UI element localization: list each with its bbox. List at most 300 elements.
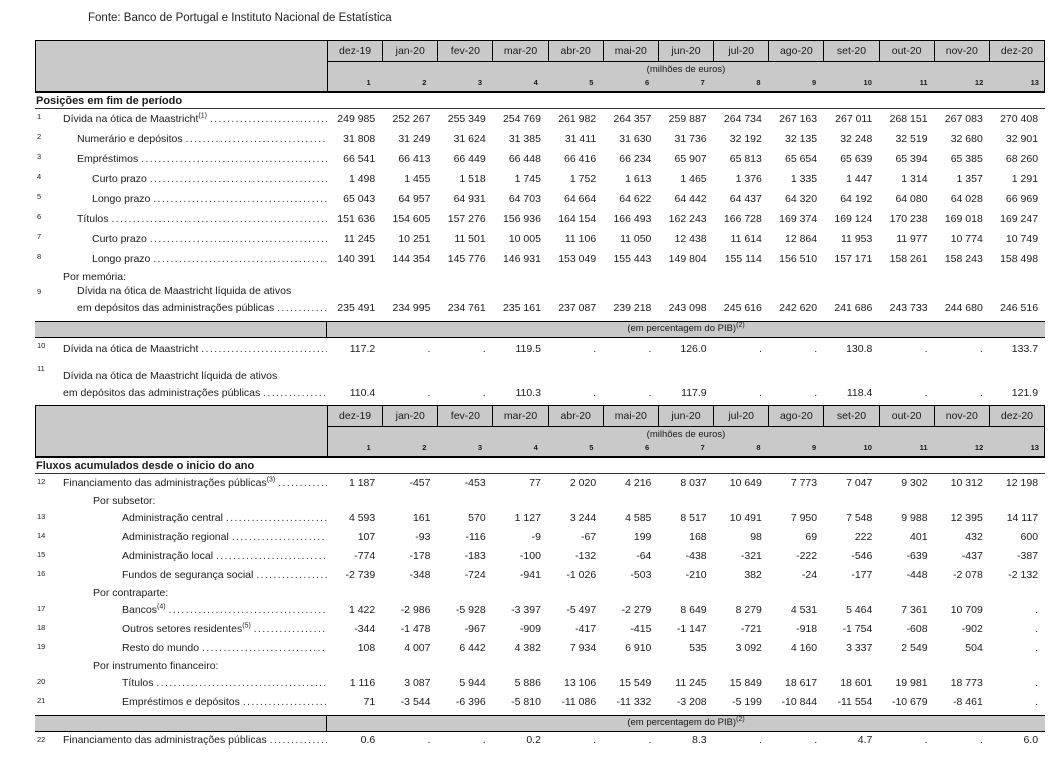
value-cell: 246 516: [1000, 302, 1039, 314]
row-values: [327, 191, 1045, 208]
section-title: Fluxos acumulados desde o inicio do ano: [35, 458, 1045, 474]
value-cell: 65 043: [343, 192, 376, 205]
value-cell: 133.7: [1011, 343, 1039, 355]
row-number: 8: [37, 252, 42, 261]
value-cell: 11 953: [841, 232, 873, 245]
row-label-wrap: [57, 211, 327, 228]
value-cell: 65 907: [674, 152, 707, 165]
value-cell: .: [427, 387, 431, 399]
value-cell: 5 886: [514, 677, 541, 689]
column-number-cell: 10: [863, 443, 872, 452]
value-cell: .: [924, 387, 928, 399]
value-cell: 10 491: [729, 512, 762, 524]
row-label-wrap: [57, 231, 327, 248]
value-cell: 65 639: [840, 152, 873, 165]
value-cell: 1 187: [348, 477, 376, 489]
row-number: 11: [37, 364, 45, 373]
row-number: [35, 269, 57, 272]
value-cell: 4 160: [790, 642, 818, 654]
value-cell: 77: [529, 477, 541, 489]
table-row: [35, 229, 1045, 249]
value-cell: 64 931: [453, 192, 486, 205]
row-values: [327, 171, 1045, 188]
value-cell: 32 901: [1005, 132, 1039, 145]
value-cell: 32 680: [950, 132, 983, 145]
value-cell: 66 969: [1005, 192, 1039, 205]
value-cell: -64: [636, 550, 652, 562]
value-cell: -6 396: [455, 696, 486, 708]
subheading-row: [35, 493, 1045, 509]
row-label-wrap: [57, 191, 327, 208]
month-header-cell: dez-19: [328, 406, 383, 426]
value-cell: -183: [464, 550, 486, 562]
value-cell: 237 087: [558, 302, 597, 314]
value-cell: 1 357: [956, 172, 983, 185]
value-cell: 234 761: [447, 302, 486, 314]
value-cell: 32 192: [729, 132, 762, 145]
value-cell: 110.4: [349, 387, 376, 399]
row-label-wrap: [57, 621, 327, 638]
value-cell: 155 443: [613, 252, 652, 265]
value-cell: 252 267: [392, 112, 431, 125]
source-note: Fonte: Banco de Portugal e Instituto Nacional de Estatística: [88, 12, 392, 24]
value-cell: 12 198: [1005, 477, 1039, 489]
value-cell: 11 614: [730, 232, 762, 245]
month-header-cell: jan-20: [383, 41, 438, 61]
dot-leader: [278, 475, 327, 492]
value-cell: -2 132: [1008, 569, 1039, 581]
header-columns-area: [328, 406, 1044, 456]
row-label: Financiamento das administrações públicas: [63, 734, 267, 746]
row-values: [327, 151, 1045, 168]
month-header-cell: ago-20: [769, 406, 824, 426]
value-cell: -909: [519, 623, 541, 635]
value-cell: 267 163: [779, 112, 818, 125]
column-number-cell: 11: [919, 78, 928, 87]
value-cell: -24: [801, 569, 818, 581]
value-cell: -93: [415, 531, 431, 543]
value-cell: 1 465: [680, 172, 707, 185]
label-line: [57, 510, 327, 527]
value-cell: 6 910: [625, 642, 652, 654]
column-number-cell: 6: [644, 78, 650, 87]
label-line: [57, 300, 327, 317]
value-cell: 570: [468, 512, 486, 524]
column-number-cell: 12: [974, 443, 984, 452]
value-cell: 1 752: [569, 172, 597, 185]
month-header-cell: nov-20: [935, 406, 990, 426]
dot-leader: [186, 131, 327, 148]
label-line: [57, 283, 327, 300]
row-label: Curto prazo: [92, 172, 147, 185]
row-number: 17: [37, 604, 46, 613]
column-number-cell: 4: [533, 78, 538, 87]
column-number-row: [328, 441, 1044, 456]
value-cell: .: [593, 387, 597, 399]
table-row: [35, 693, 1045, 712]
value-cell: -1 026: [566, 569, 597, 581]
value-cell: 1 447: [846, 172, 873, 185]
value-cell: 243 098: [668, 302, 707, 314]
dot-leader: [277, 300, 327, 317]
subheading-row: [35, 269, 1045, 284]
column-number-cell: 7: [700, 443, 705, 452]
row-label: em depósitos das administrações públicas: [63, 387, 261, 399]
value-cell: -1 478: [400, 623, 431, 635]
value-cell: 64 080: [895, 192, 928, 205]
value-cell: 1 422: [348, 604, 376, 616]
row-values: [327, 251, 1045, 268]
value-cell: -10 844: [781, 696, 818, 708]
month-header-cell: out-20: [880, 41, 935, 61]
value-cell: -178: [409, 550, 431, 562]
value-cell: -941: [519, 569, 541, 581]
row-number: 14: [37, 531, 46, 540]
value-cell: 12 438: [674, 232, 707, 245]
flows-table: [35, 405, 1045, 749]
column-number-cell: 2: [422, 78, 427, 87]
row-values: [327, 131, 1045, 148]
value-cell: 161: [412, 512, 431, 524]
row-number: 1: [37, 112, 42, 121]
value-cell: 118.4: [846, 387, 873, 399]
row-label: Dívida na ótica de Maastricht líquida de ativos: [63, 370, 278, 382]
value-cell: 267 011: [835, 112, 873, 125]
month-header-cell: jan-20: [383, 406, 438, 426]
value-cell: .: [924, 343, 928, 355]
footnote-marker: (2): [736, 715, 745, 723]
column-number-cell: 6: [644, 443, 650, 452]
dot-leader: [112, 211, 327, 228]
dot-leader: [254, 621, 327, 638]
table-header: [35, 40, 1045, 93]
value-cell: .: [593, 734, 597, 746]
row-label: Curto prazo: [92, 232, 147, 245]
label-line: [57, 475, 327, 492]
label-line: [57, 131, 327, 148]
value-cell: 140 391: [337, 252, 376, 265]
table-row: [35, 547, 1045, 566]
label-line: [57, 602, 327, 619]
value-cell: -438: [685, 550, 707, 562]
value-cell: 1 455: [404, 172, 431, 185]
month-header-cell: jul-20: [714, 406, 769, 426]
row-number: [35, 658, 57, 661]
value-cell: 2 020: [569, 477, 597, 489]
value-cell: 19 981: [895, 677, 928, 689]
dot-leader: [256, 567, 327, 584]
header-columns-area: [328, 41, 1044, 91]
value-cell: 166 493: [613, 212, 652, 225]
value-cell: .: [979, 734, 983, 746]
column-number-cell: 12: [974, 78, 984, 87]
value-cell: -453: [464, 477, 486, 489]
value-cell: 10 312: [950, 477, 983, 489]
row-label: Numerário e depósitos: [77, 132, 183, 145]
pib-band: [35, 715, 1045, 732]
value-cell: 255 349: [447, 112, 486, 125]
value-cell: -5 928: [455, 604, 486, 616]
value-cell: 270 408: [1000, 112, 1039, 125]
table-row: [35, 509, 1045, 528]
label-line: [57, 341, 327, 358]
value-cell: .: [482, 387, 486, 399]
value-cell: -1 147: [676, 623, 707, 635]
value-cell: 66 413: [398, 152, 431, 165]
table-row: [35, 620, 1045, 639]
value-cell: 66 541: [343, 152, 376, 165]
value-cell: 10 005: [508, 232, 541, 245]
row-label: Bancos$^{(4)}$: [122, 603, 166, 616]
dot-leader: [243, 694, 327, 711]
value-cell: 110.3: [515, 387, 541, 399]
dot-leader: [153, 191, 327, 208]
table-row: [35, 129, 1045, 149]
value-cell: 249 985: [337, 112, 376, 125]
value-cell: 8 649: [680, 604, 707, 616]
value-cell: 32 248: [840, 132, 873, 145]
value-cell: .: [979, 343, 983, 355]
table-row: [35, 528, 1045, 547]
value-cell: -116: [465, 531, 486, 543]
value-cell: .: [648, 734, 652, 746]
row-label: Fundos de segurança social: [122, 569, 254, 581]
label-line: [57, 111, 327, 128]
month-header-cell: ago-20: [769, 41, 824, 61]
month-header-cell: set-20: [824, 406, 879, 426]
value-cell: 3 087: [404, 677, 431, 689]
month-header-cell: mai-20: [604, 41, 659, 61]
value-cell: 3 244: [569, 512, 597, 524]
row-number: 13: [37, 512, 46, 521]
value-cell: .: [979, 387, 983, 399]
value-cell: -448: [906, 569, 928, 581]
value-cell: 11 050: [620, 232, 652, 245]
value-cell: 7 950: [790, 512, 818, 524]
dot-leader: [270, 732, 327, 749]
value-cell: -415: [630, 623, 652, 635]
value-cell: 5 944: [459, 677, 486, 689]
dot-leader: [216, 548, 327, 565]
value-cell: .: [814, 387, 818, 399]
value-cell: -3 397: [511, 604, 541, 616]
row-values: [327, 300, 1045, 317]
row-label-wrap: [57, 510, 327, 527]
subheading-row: [35, 585, 1045, 601]
value-cell: -132: [575, 550, 597, 562]
value-cell: 145 776: [447, 252, 486, 265]
value-cell: 158 261: [889, 252, 928, 265]
column-number-row: [328, 76, 1044, 91]
month-header-cell: jun-20: [659, 406, 714, 426]
dot-leader: [263, 385, 327, 402]
dot-leader: [226, 510, 327, 527]
row-label-wrap: [57, 475, 327, 492]
value-cell: 64 664: [564, 192, 597, 205]
value-cell: 243 733: [889, 302, 928, 314]
month-header-cell: dez-19: [328, 41, 383, 61]
row-number: 18: [37, 623, 46, 632]
value-cell: 31 411: [564, 132, 597, 145]
value-cell: -348: [409, 569, 431, 581]
value-cell: 64 320: [784, 192, 818, 205]
value-cell: 65 654: [784, 152, 818, 165]
value-cell: 235 161: [502, 302, 541, 314]
column-number-cell: 8: [756, 443, 761, 452]
row-label: Resto do mundo: [122, 642, 200, 654]
value-cell: -724: [464, 569, 486, 581]
value-cell: .: [1035, 677, 1039, 689]
value-cell: -417: [575, 623, 597, 635]
row-label: Empréstimos: [77, 152, 139, 165]
value-cell: -3 544: [400, 696, 431, 708]
column-number-cell: 1: [366, 78, 371, 87]
row-label-wrap: [57, 640, 327, 657]
value-cell: 126.0: [680, 343, 707, 355]
row-label-wrap: [57, 732, 327, 749]
value-cell: -11 086: [561, 696, 597, 708]
value-cell: 244 680: [944, 302, 983, 314]
footnote-marker: (4): [157, 603, 166, 611]
value-cell: 7 047: [846, 477, 873, 489]
row-values: [327, 602, 1045, 619]
row-label-wrap: [57, 368, 327, 402]
value-cell: -3 208: [676, 696, 707, 708]
label-line: [57, 675, 327, 692]
row-label: Dívida na ótica de Maastricht líquida de ativos: [77, 285, 292, 297]
value-cell: 64 957: [398, 192, 431, 205]
column-number-cell: 10: [863, 78, 872, 87]
value-cell: 146 931: [502, 252, 541, 265]
value-cell: -1 754: [842, 623, 873, 635]
dot-leader: [150, 231, 327, 248]
value-cell: 64 192: [840, 192, 873, 205]
column-number-cell: 2: [422, 443, 427, 452]
table-row: [35, 639, 1045, 658]
label-line: [57, 385, 327, 402]
row-label-wrap: [57, 251, 327, 268]
footnote-marker: (2): [736, 321, 745, 329]
value-cell: -387: [1017, 550, 1039, 562]
month-header-row: [328, 41, 1044, 62]
value-cell: 7 548: [846, 512, 873, 524]
footnote-marker: (1): [198, 112, 207, 119]
row-number: 7: [37, 232, 42, 241]
value-cell: 151 636: [337, 212, 376, 225]
label-line: [57, 732, 327, 749]
dot-leader: [210, 111, 327, 128]
value-cell: .: [648, 343, 652, 355]
value-cell: 18 617: [784, 677, 818, 689]
table-row: [35, 249, 1045, 269]
row-number: 15: [37, 550, 46, 559]
value-cell: 1 376: [735, 172, 762, 185]
value-cell: -8 461: [953, 696, 983, 708]
row-number: 2: [37, 132, 42, 141]
subheading-row: [35, 658, 1045, 674]
value-cell: 9 988: [901, 512, 928, 524]
month-header-cell: jul-20: [714, 41, 769, 61]
pib-band-label-area: [35, 716, 327, 731]
header-label-area: [36, 41, 328, 91]
row-number: 22: [37, 735, 46, 744]
row-values: [327, 211, 1045, 228]
month-header-cell: fev-20: [438, 41, 493, 61]
value-cell: .: [648, 387, 652, 399]
value-cell: 169 018: [944, 212, 983, 225]
value-cell: 242 620: [779, 302, 818, 314]
value-cell: 1 127: [514, 512, 541, 524]
value-cell: -546: [851, 550, 873, 562]
subheading-label: Por memória:: [63, 270, 127, 283]
value-cell: 4 531: [790, 604, 818, 616]
value-cell: 222: [854, 531, 873, 543]
row-number: 9: [37, 287, 42, 296]
table-row: [35, 149, 1045, 169]
value-cell: 117.9: [681, 387, 707, 399]
value-cell: 261 982: [558, 112, 597, 125]
value-cell: 162 243: [668, 212, 707, 225]
row-label: Longo prazo: [92, 192, 151, 205]
value-cell: -918: [796, 623, 818, 635]
row-label-wrap: [57, 602, 327, 619]
row-values: [327, 621, 1045, 638]
value-cell: 156 936: [502, 212, 541, 225]
value-cell: 108: [357, 642, 376, 654]
value-cell: -222: [796, 550, 818, 562]
value-cell: 168: [689, 531, 707, 543]
table-row: [35, 674, 1045, 693]
value-cell: 1 613: [625, 172, 652, 185]
value-cell: 166 728: [723, 212, 762, 225]
value-cell: 5 464: [846, 604, 873, 616]
column-number-cell: 9: [812, 443, 817, 452]
row-number: 19: [37, 642, 46, 651]
column-number-cell: 11: [919, 443, 928, 452]
row-values: [327, 732, 1045, 749]
table-row: [35, 601, 1045, 620]
value-cell: 31 385: [508, 132, 541, 145]
value-cell: 18 773: [950, 677, 983, 689]
value-cell: 64 437: [729, 192, 762, 205]
header-label-area: [36, 406, 328, 456]
value-cell: 264 357: [613, 112, 652, 125]
value-cell: -5 810: [511, 696, 541, 708]
value-cell: 157 276: [447, 212, 486, 225]
value-cell: 66 416: [564, 152, 597, 165]
row-label: Financiamento das administrações públicas$^{(3)}$: [63, 476, 276, 489]
value-cell: 32 135: [784, 132, 818, 145]
value-cell: 155 114: [724, 252, 762, 265]
value-cell: 235 491: [337, 302, 376, 314]
column-number-cell: 9: [812, 78, 817, 87]
value-cell: 504: [965, 642, 983, 654]
value-cell: 31 736: [674, 132, 707, 145]
pib-band-text: (em percentagem do PIB)$^{(2)}$: [627, 321, 745, 334]
row-label-wrap: [57, 694, 327, 711]
value-cell: .: [1035, 604, 1039, 616]
row-label-wrap: [57, 567, 327, 584]
dot-leader: [201, 341, 327, 358]
value-cell: 7 934: [569, 642, 597, 654]
month-header-cell: dez-20: [1000, 45, 1033, 57]
table-row: [35, 732, 1045, 749]
row-values: [327, 567, 1045, 584]
month-header-cell: out-20: [880, 406, 935, 426]
table-row: [35, 169, 1045, 189]
value-cell: -9: [531, 531, 541, 543]
value-cell: 11 501: [454, 232, 486, 245]
